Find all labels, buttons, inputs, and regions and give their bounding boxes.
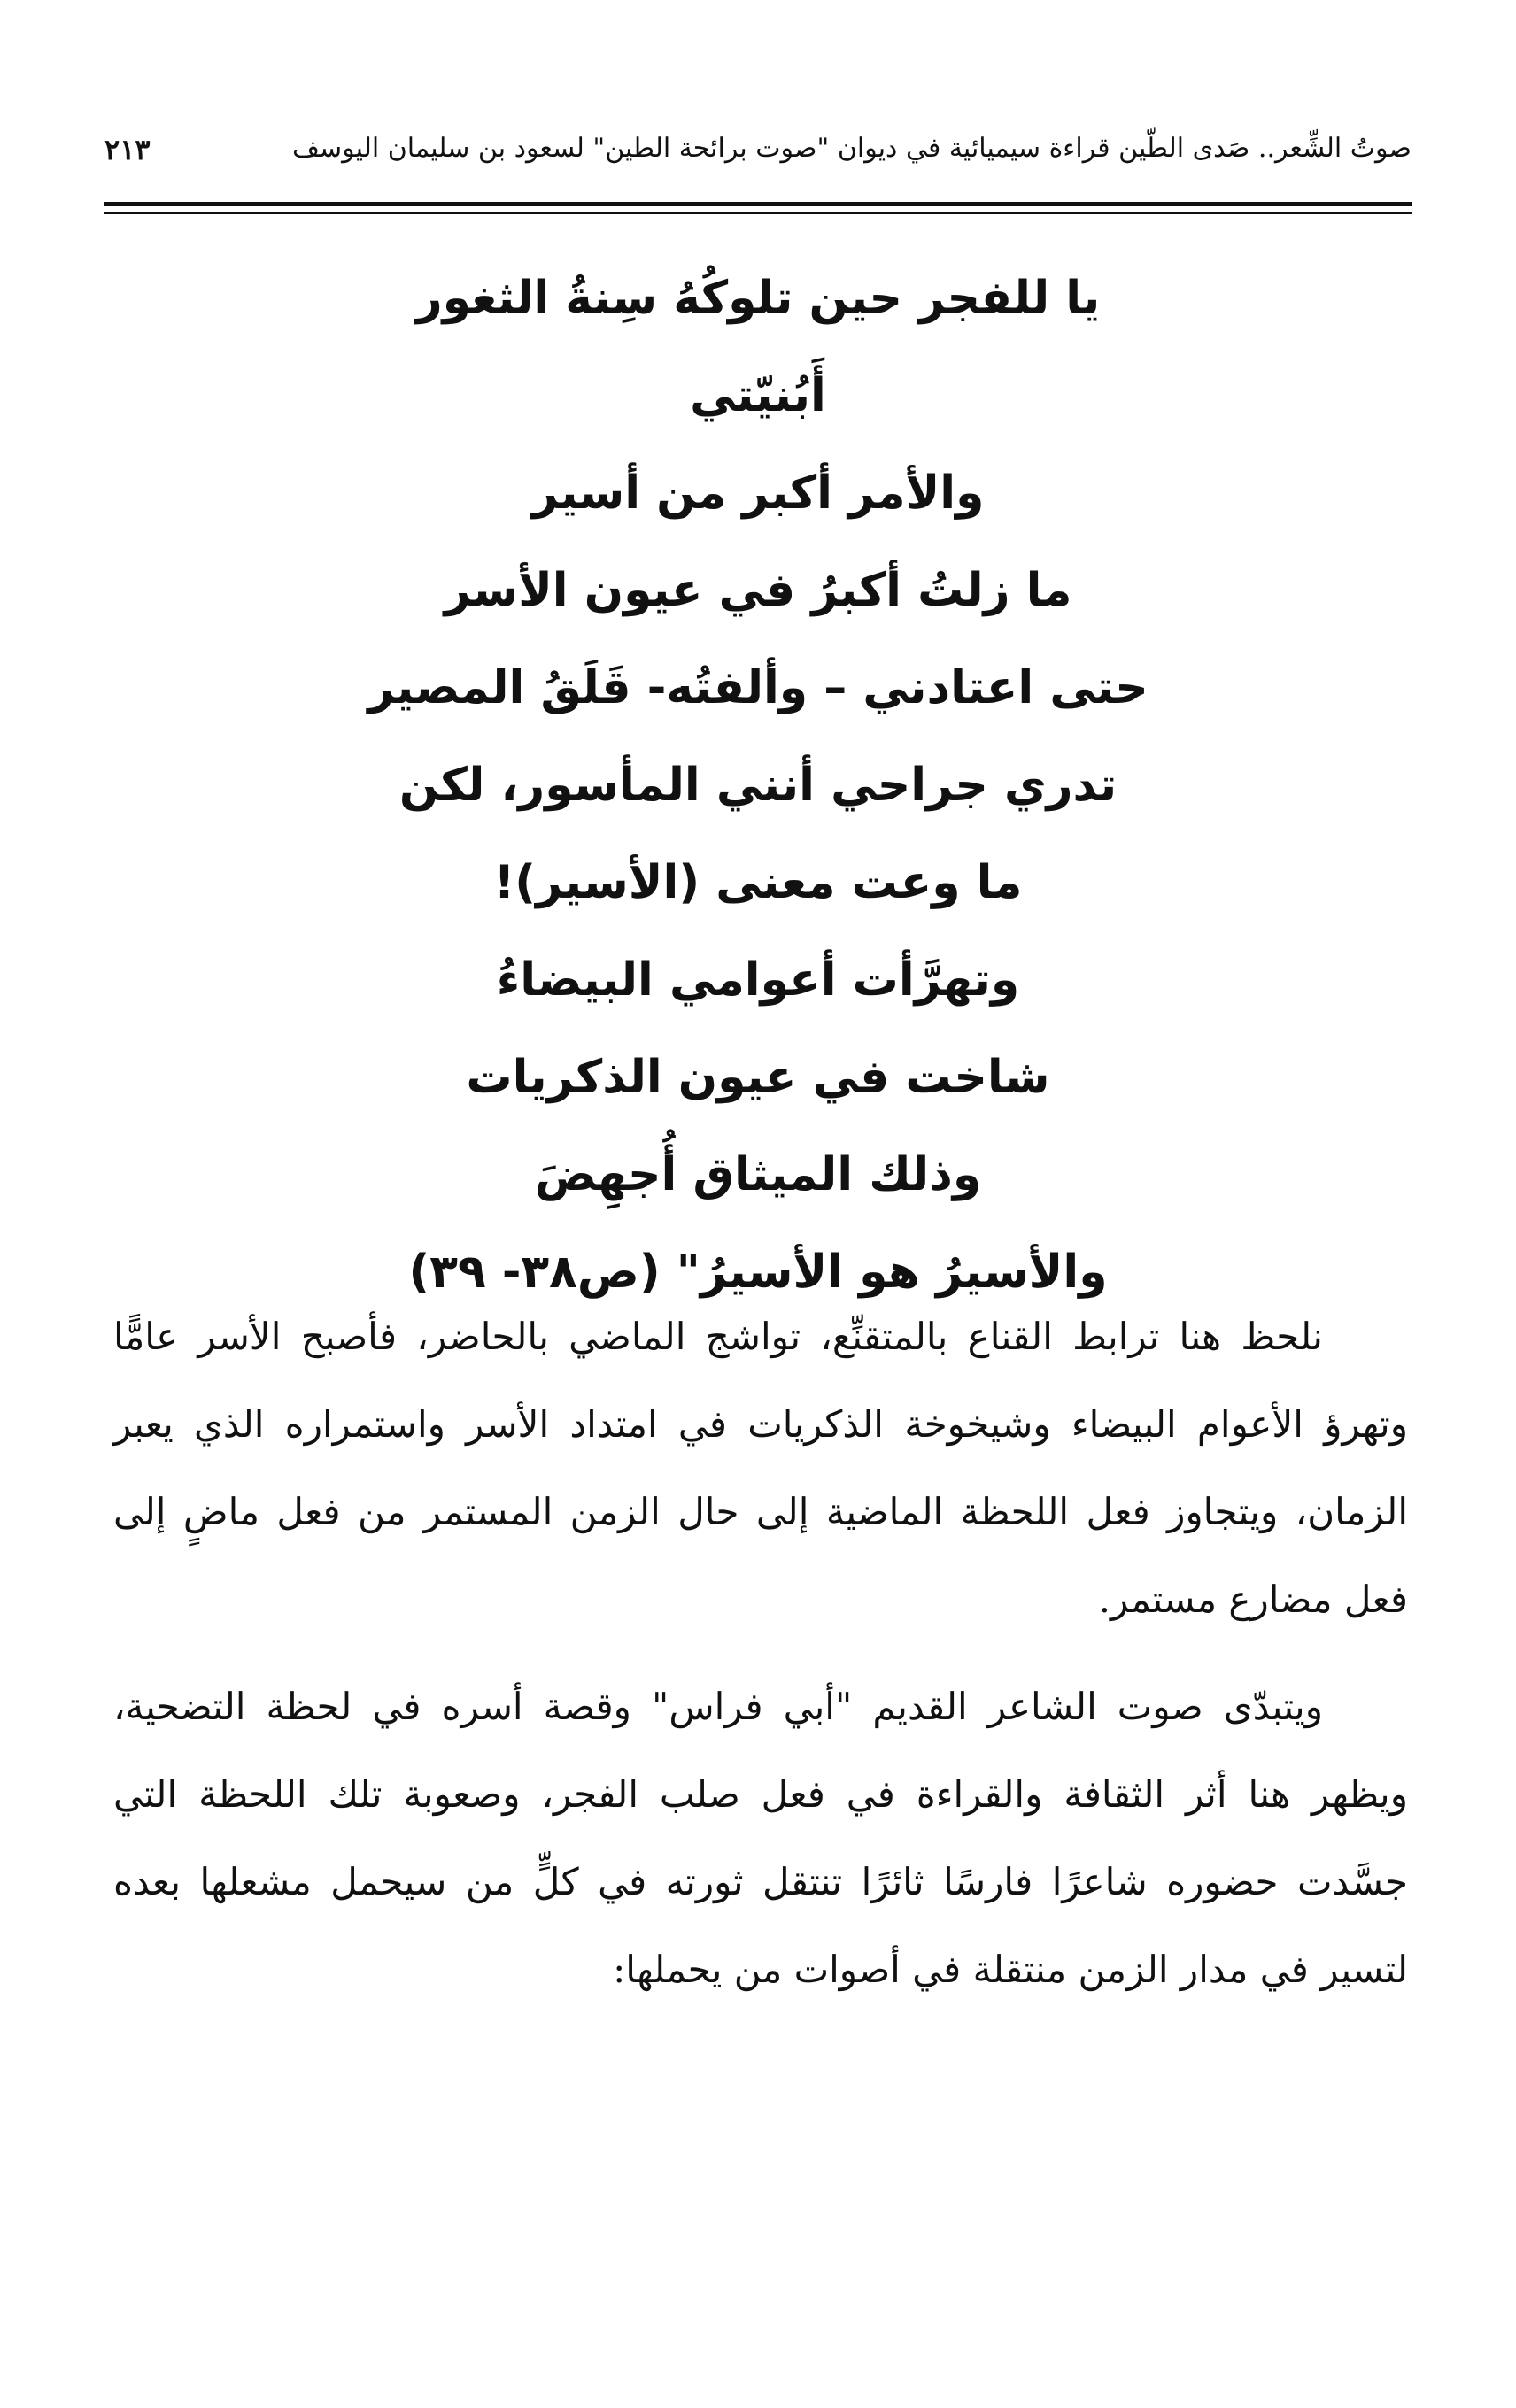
poem-line: ما وعت معنى (الأسير)! <box>493 856 1023 909</box>
page-number: ٢١٣ <box>104 133 151 166</box>
body-text <box>113 1293 1408 2033</box>
poem-line: حتى اعتادني – وألفتُه- قَلَقُ المصير <box>367 661 1149 714</box>
poem-line: وذلك الميثاق أُجهِضَ <box>534 1148 982 1201</box>
poem-line: شاخت في عيون الذكريات <box>466 1051 1050 1104</box>
poem-line: تدري جراحي أنني المأسور، لكن <box>398 759 1118 812</box>
poem-line: يا للفجر حين تلوكُهُ سِنةُ الثغور <box>415 272 1101 325</box>
poem-line: وتهرَّأت أعوامي البيضاءُ <box>496 953 1020 1007</box>
poem-line: ما زلتُ أكبرُ في عيون الأسر <box>444 564 1072 617</box>
poem-line: والأمر أكبر من أسير <box>531 467 985 520</box>
poem-block <box>104 250 1412 1321</box>
paragraph: ويتبدّى صوت الشاعر القديم "أبي فراس" وقصة أسره في لحظة التضحية، ويظهر هنا أثر الثقافة والقراءة في فعل صلب الفجر، وصعوبة تلك اللحظة التي جسَّدت حضوره شاعرًا فارسًا ثائرًا تنتقل ثورته في كلٍّ من سيحمل مشعلها بعده لتسير في مدار الزمن منتقلة في أصوات من يحملها: <box>113 1685 1408 1991</box>
poem-line: أَبُنيّتي <box>690 369 826 422</box>
header-rule-thin <box>104 212 1412 214</box>
page-header <box>104 133 1412 195</box>
header-rule-thick <box>104 202 1412 206</box>
poem-line: والأسيرُ هو الأسيرُ" (ص٣٨- ٣٩) <box>408 1246 1108 1299</box>
running-head: صوتُ الشِّعر.. صَدى الطّين قراءة سيميائية في ديوان "صوت برائحة الطين" لسعود بن سليمان اليوسف <box>291 133 1412 164</box>
paragraph: نلحظ هنا ترابط القناع بالمتقنِّع، تواشج الماضي بالحاضر، فأصبح الأسر عامًّا وتهرؤ الأعوام البيضاء وشيخوخة الذكريات في امتداد الأسر واستمراره الذي يعبر الزمان، ويتجاوز فعل اللحظة الماضية إلى حال الزمن المستمر من فعل ماضٍ إلى فعل مضارع مستمر. <box>113 1315 1408 1621</box>
